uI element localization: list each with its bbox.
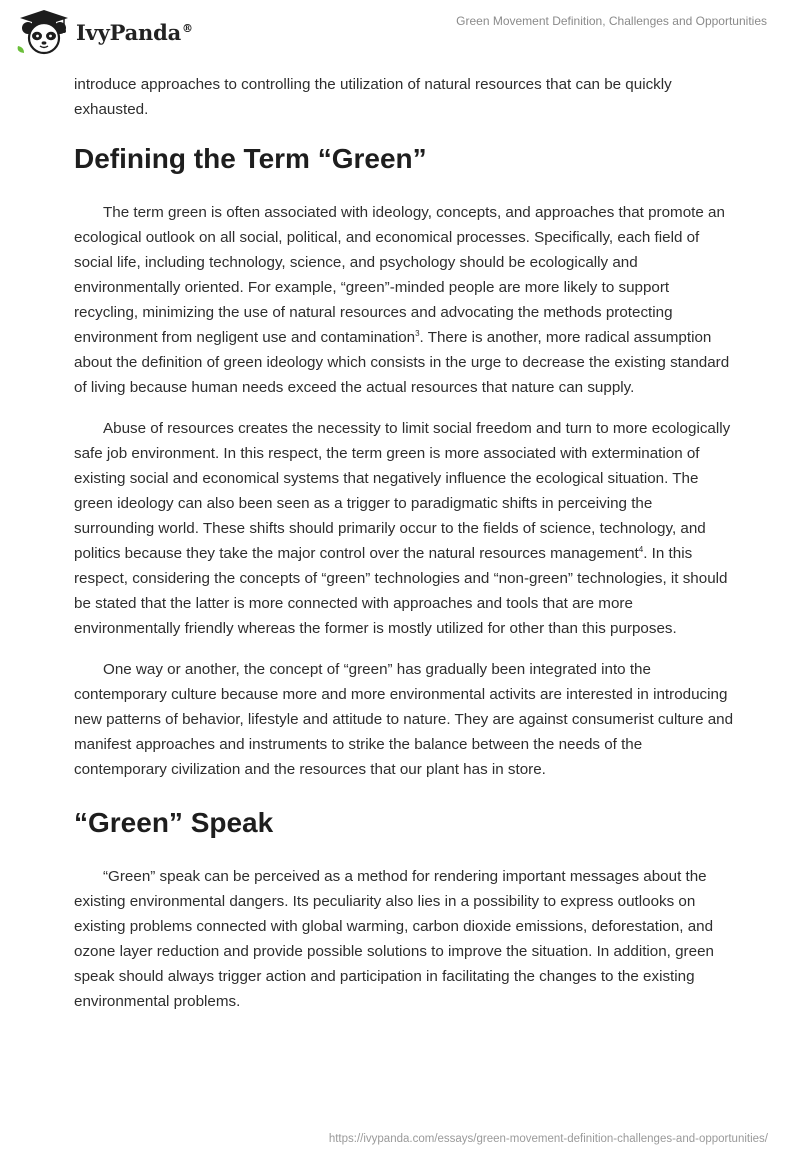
- paragraph: Abuse of resources creates the necessity to limit social freedom and turn to more ecologically safe job environment. In this respect, the term green is more associated with extermination of existing social and economical systems that negatively influence the ecological situation. The green ideology can also been seen as a trigger to paradigmatic shifts in perceiving the surrounding world. These shifts should primarily occur to the fields of science, technology, and politics because they take the major control over the natural resources management$^4$. In this respect, considering the concepts of “green” technologies and “non-green” technologies, it should be stated that the latter is more connected with approaches and tools that are more environmentally friendly whereas the former is mostly utilized for other than this purposes.: [74, 420, 731, 637]
- article-body: [74, 72, 734, 1030]
- section-heading-green-speak: “Green” Speak: [74, 807, 274, 838]
- site-logo[interactable]: [14, 8, 193, 56]
- paragraph: The term green is often associated with ideology, concepts, and approaches that promote an ecological outlook on all social, political, and economical processes. Specifically, each field of social life, including technology, science, and psychology should be ecologically and environmentally oriented. For example, “green”-minded people are more likely to support recycling, minimizing the use of natural resources and advocating the methods protecting environment from negligent use and contamination$^3$. There is another, more radical assumption about the definition of green ideology which consists in the urge to decrease the existing standard of living because human needs exceed the actual resources that nature can supply.: [74, 204, 730, 396]
- paragraph: One way or another, the concept of “green” has gradually been integrated into the contemporary culture because more and more environmental activits are interested in introducing new patterns of behavior, lifestyle and attitude to nature. They are against consumerist culture and manifest approaches and instruments to strike the balance between the needs of the contemporary civilization and the resources that our plant has in store.: [74, 661, 734, 778]
- footnote-ref[interactable]: 4: [638, 544, 644, 554]
- section-heading-defining-green: Defining the Term “Green”: [74, 143, 427, 174]
- intro-paragraph: introduce approaches to controlling the utilization of natural resources that can be quickly exhausted.: [74, 76, 672, 118]
- page-header: [0, 0, 800, 64]
- document-title: Green Movement Definition, Challenges and Opportunities: [456, 14, 767, 28]
- panda-graduate-icon: [14, 8, 74, 56]
- paragraph: “Green” speak can be perceived as a method for rendering important messages about the existing environmental dangers. Its peculiarity also lies in a possibility to express outlooks on existing problems connected with global warming, carbon dioxide emissions, deforestation, and ozone layer reduction and provide possible solutions to improve the situation. In addition, green speak should always trigger action and participation in facilitating the changes to the existing environmental problems.: [74, 868, 714, 1010]
- source-url[interactable]: https://ivypanda.com/essays/green-movement-definition-challenges-and-opportunities/: [328, 1133, 768, 1145]
- footnote-ref[interactable]: 3: [415, 328, 420, 338]
- logo-wordmark: IvyPanda®: [76, 19, 193, 45]
